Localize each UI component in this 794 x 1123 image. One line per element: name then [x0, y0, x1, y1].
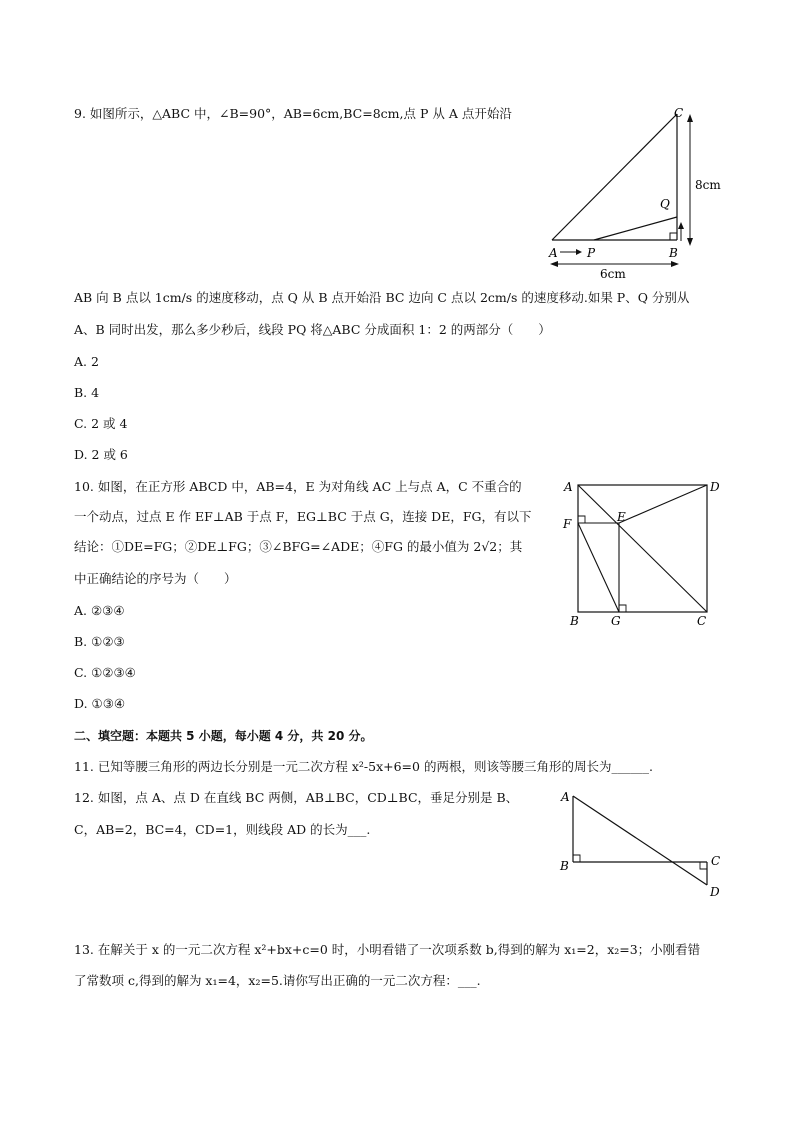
label-b: B: [570, 614, 579, 628]
label-c: C: [697, 614, 707, 628]
q9-stem-line2: AB 向 B 点以 1cm/s 的速度移动，点 Q 从 B 点开始沿 BC 边向 C 点以 2cm/s 的速度移动.如果 P、Q 分别从: [74, 290, 690, 305]
q10-stem-line3: 结论：①DE=FG；②DE⊥FG；③∠BFG=∠ADE；④FG 的最小值为 2√2；其: [74, 539, 523, 554]
q10-option-a: A. ②③④: [74, 603, 125, 618]
q9-stem-line3: A、B 同时出发，那么多少秒后，线段 PQ 将△ABC 分成面积 1：2 的两部分（ ）: [74, 322, 551, 337]
q10-stem-line2: 一个动点，过点 E 作 EF⊥AB 于点 F，EG⊥BC 于点 G，连接 DE，FG，有以下: [74, 509, 532, 524]
q12-stem-line1: 12. 如图，点 A、点 D 在直线 BC 两侧，AB⊥BC，CD⊥BC，垂足分别是 B、: [74, 790, 519, 805]
label-a: A: [549, 246, 558, 260]
q11-stem: 11. 已知等腰三角形的两边长分别是一元二次方程 x²-5x+6=0 的两根，则该等腰三角形的周长为______.: [74, 759, 653, 774]
label-p: P: [587, 246, 596, 260]
label-q: Q: [660, 197, 670, 211]
label-b: B: [669, 246, 678, 260]
label-a: A: [564, 480, 573, 494]
q9-figure: [540, 104, 730, 287]
label-b: B: [560, 859, 569, 873]
q10-option-b: B. ①②③: [74, 634, 125, 649]
label-c: C: [674, 106, 684, 120]
perpendicular-lines-diagram: [555, 786, 735, 906]
label-a: A: [561, 790, 570, 804]
q12-figure: [555, 786, 735, 909]
q10-stem-line1: 10. 如图，在正方形 ABCD 中，AB=4，E 为对角线 AC 上与点 A，C 不重合的: [74, 479, 522, 494]
label-e: E: [617, 510, 626, 524]
label-d: D: [710, 885, 720, 899]
label-g: G: [611, 614, 621, 628]
dimension-8cm: 8cm: [695, 178, 721, 192]
label-d: D: [710, 480, 720, 494]
label-c: C: [711, 854, 721, 868]
q13-stem-line2: 了常数项 c,得到的解为 x₁=4，x₂=5.请你写出正确的一元二次方程：___.: [74, 973, 481, 988]
q9-stem-line1: 9. 如图所示，△ABC 中，∠B=90°，AB=6cm,BC=8cm,点 P 从 A 点开始沿: [74, 106, 512, 121]
dimension-6cm: 6cm: [600, 267, 626, 281]
q9-option-b: B. 4: [74, 385, 100, 400]
q10-option-d: D. ①③④: [74, 696, 126, 711]
triangle-abc-diagram: [540, 104, 730, 284]
q10-option-c: C. ①②③④: [74, 665, 136, 680]
q12-stem-line2: C，AB=2，BC=4，CD=1，则线段 AD 的长为___.: [74, 822, 371, 837]
square-abcd-diagram: [560, 476, 730, 631]
q9-option-c: C. 2 或 4: [74, 416, 128, 431]
q10-figure: [560, 476, 730, 634]
q9-option-a: A. 2: [74, 354, 99, 369]
q9-option-d: D. 2 或 6: [74, 447, 128, 462]
section-heading: 二、填空题：本题共 5 小题，每小题 4 分，共 20 分。: [74, 729, 373, 743]
q13-stem-line1: 13. 在解关于 x 的一元二次方程 x²+bx+c=0 时，小明看错了一次项系数 b,得到的解为 x₁=2，x₂=3；小刚看错: [74, 942, 701, 957]
q10-stem-line4: 中正确结论的序号为（ ）: [74, 571, 237, 586]
label-f: F: [563, 517, 572, 531]
